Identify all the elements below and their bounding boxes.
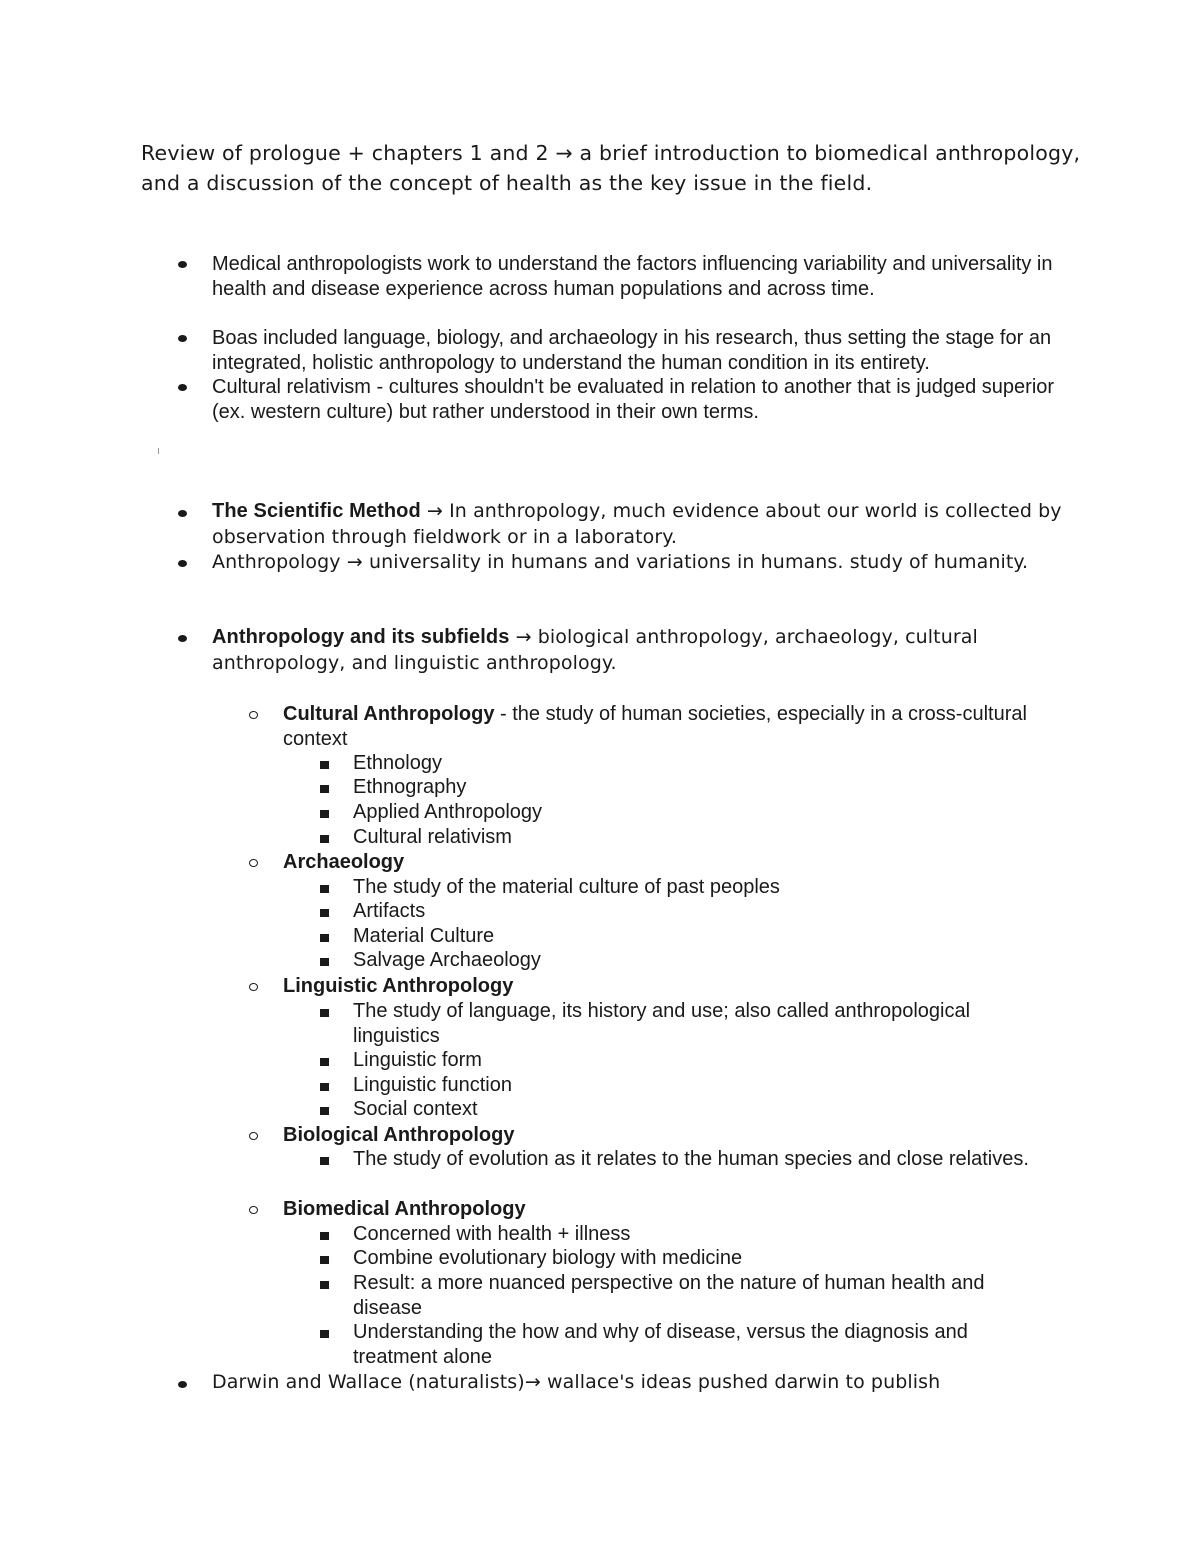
- intro-paragraph: Review of prologue + chapters 1 and 2 → a brief introduction to biomedical anthropology, and a discussion of the concept of health as the key issue in the field.: [141, 141, 1081, 195]
- list-item: Cultural relativism: [353, 826, 512, 848]
- subfield-desc: - the study of human societies, especially in a cross-cultural context: [283, 703, 1027, 750]
- bold-term: Anthropology and its subfields: [212, 626, 510, 648]
- bold-term: The Scientific Method: [212, 500, 421, 522]
- bullet-dot: [178, 1381, 187, 1388]
- square-bullet: [320, 1232, 329, 1240]
- list-item: Applied Anthropology: [353, 801, 543, 823]
- square-bullet: [320, 1157, 329, 1165]
- square-bullet: [320, 810, 329, 818]
- list-item: Social context: [353, 1098, 478, 1120]
- subfield-heading: Linguistic Anthropology: [283, 975, 514, 997]
- subfield-cultural: [283, 702, 1043, 751]
- item-text: → In anthropology, much evidence about our world is collected by observation through fieldwork or in a laboratory.: [212, 500, 1062, 548]
- list-item: Artifacts: [353, 900, 426, 922]
- bullet-dot: [178, 261, 187, 268]
- square-bullet: [320, 1058, 329, 1066]
- square-bullet: [320, 909, 329, 917]
- list-item: The study of evolution as it relates to the human species and close relatives.: [353, 1148, 1029, 1170]
- list-item: Material Culture: [353, 925, 495, 947]
- subfield-heading: Cultural Anthropology: [283, 703, 495, 725]
- item-text: → biological anthropology, archaeology, cultural anthropology, and linguistic anthropology.: [212, 626, 978, 674]
- stray-mark: [158, 448, 159, 454]
- list-item: Result: a more nuanced perspective on the nature of human health and disease: [353, 1272, 985, 1319]
- bullet-dot: [178, 510, 187, 517]
- bullet-dot: [178, 335, 187, 342]
- square-bullet: [320, 835, 329, 843]
- square-bullet: [320, 958, 329, 966]
- list-item: Ethnology: [353, 752, 442, 774]
- square-bullet: [320, 785, 329, 793]
- square-bullet: [320, 1009, 329, 1017]
- subfield-heading: Biomedical Anthropology: [283, 1198, 526, 1220]
- circle-bullet: [249, 1206, 258, 1214]
- list-item: The study of language, its history and use; also called anthropological linguistics: [353, 1000, 971, 1047]
- list-item: The study of the material culture of past peoples: [353, 876, 780, 898]
- subfield-linguistic: [283, 974, 1043, 999]
- list-item: Ethnography: [353, 776, 467, 798]
- square-bullet: [320, 1281, 329, 1289]
- circle-bullet: [249, 1132, 258, 1140]
- list-item: Understanding the how and why of disease, versus the diagnosis and treatment alone: [353, 1321, 968, 1368]
- subfield-biological: [283, 1123, 1043, 1148]
- list-item-darwin: Darwin and Wallace (naturalists)→ wallace's ideas pushed darwin to publish: [212, 1371, 941, 1393]
- subfield-biomedical: [283, 1197, 1043, 1222]
- subfield-heading: Biological Anthropology: [283, 1124, 515, 1146]
- square-bullet: [320, 1330, 329, 1338]
- square-bullet: [320, 761, 329, 769]
- list-item: Cultural relativism - cultures shouldn't be evaluated in relation to another that is judged superior (ex. western culture) but rather understood in their own terms.: [212, 376, 1055, 423]
- square-bullet: [320, 1083, 329, 1091]
- list-item-anthropology: Anthropology → universality in humans and variations in humans. study of humanity.: [212, 551, 1029, 573]
- square-bullet: [320, 934, 329, 942]
- list-item-scientific-method: [212, 499, 1072, 550]
- square-bullet: [320, 1256, 329, 1264]
- list-item: Linguistic function: [353, 1074, 512, 1096]
- circle-bullet: [249, 711, 258, 719]
- list-item: Linguistic form: [353, 1049, 482, 1071]
- square-bullet: [320, 1107, 329, 1115]
- bullet-dot: [178, 384, 187, 391]
- circle-bullet: [249, 859, 258, 867]
- list-item-subfields: [212, 625, 1072, 676]
- bullet-dot: [178, 560, 187, 567]
- bullet-dot: [178, 635, 187, 642]
- list-item: Concerned with health + illness: [353, 1223, 631, 1245]
- circle-bullet: [249, 983, 258, 991]
- list-item: Salvage Archaeology: [353, 949, 541, 971]
- list-item: Medical anthropologists work to understand the factors influencing variability and universality in health and disease experience across human populations and across time.: [212, 253, 1053, 300]
- square-bullet: [320, 885, 329, 893]
- subfield-heading: Archaeology: [283, 851, 405, 873]
- subfield-archaeology: [283, 850, 1043, 875]
- list-item: Combine evolutionary biology with medicine: [353, 1247, 743, 1269]
- list-item: Boas included language, biology, and archaeology in his research, thus setting the stage for an integrated, holistic anthropology to understand the human condition in its entirety.: [212, 327, 1052, 374]
